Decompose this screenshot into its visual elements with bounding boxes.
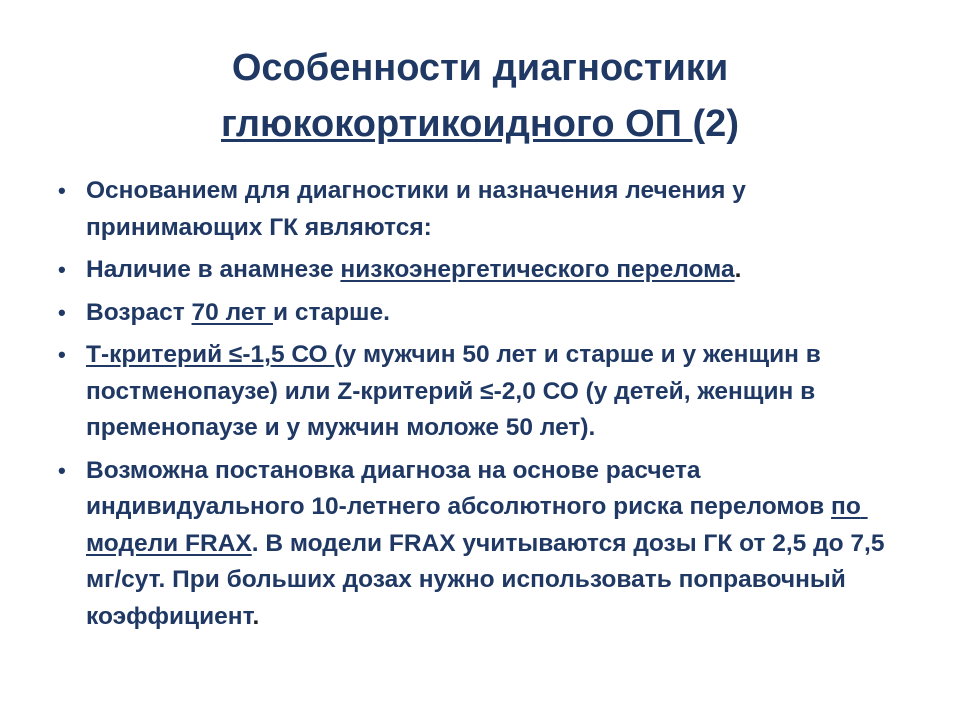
bullet-text-mid: . В модели FRAX учитываются дозы ГК от 2,5 до 7,5 мг/сут. При больших дозах нужно использовать поправочный коэффициент — [86, 529, 892, 630]
bullet-underlined-text: низкоэнергетического перелома — [340, 256, 735, 283]
bullet-underlined-text: Т-критерий ≤-1,5 СО — [86, 341, 335, 368]
bullet-item-age — [58, 295, 898, 332]
bullet-text-end: . — [734, 256, 742, 283]
bullet-text-end: (у мужчин 50 лет и старше и у женщин в постменопаузе) или Z-критерий ≤-2,0 СО (у детей, женщин в пременопаузе и у мужчин моложе 50 лет). — [86, 341, 828, 441]
slide-title — [80, 40, 880, 152]
bullet-text-end: и старше. — [272, 298, 390, 326]
title-suffix: (2) — [692, 103, 739, 145]
bullet-item-basis — [58, 173, 898, 246]
bullet-item-frax — [58, 453, 898, 636]
bullet-text: Возраст — [86, 298, 192, 326]
bullet-item-t-score — [58, 337, 898, 447]
title-underlined-text: глюкокортикоидного ОП — [221, 103, 693, 145]
bullet-text: Возможна постановка диагноза на основе расчета индивидуального 10-летнего абсолютного риска переломов — [86, 456, 832, 520]
bullet-underlined-text: 70 лет — [191, 298, 273, 326]
bullet-text: Основанием для диагностики и назначения лечения у принимающих ГК являются: — [86, 177, 753, 241]
bullet-item-fracture — [58, 252, 898, 289]
bullet-text-end: . — [252, 602, 260, 630]
bullet-underlined-text: по модели FRAX — [86, 493, 868, 557]
bullet-text: Наличие в анамнезе — [86, 256, 341, 283]
title-line-2 — [80, 96, 880, 152]
title-line-1: Особенности диагностики — [231, 47, 729, 89]
bullet-list — [58, 173, 898, 641]
